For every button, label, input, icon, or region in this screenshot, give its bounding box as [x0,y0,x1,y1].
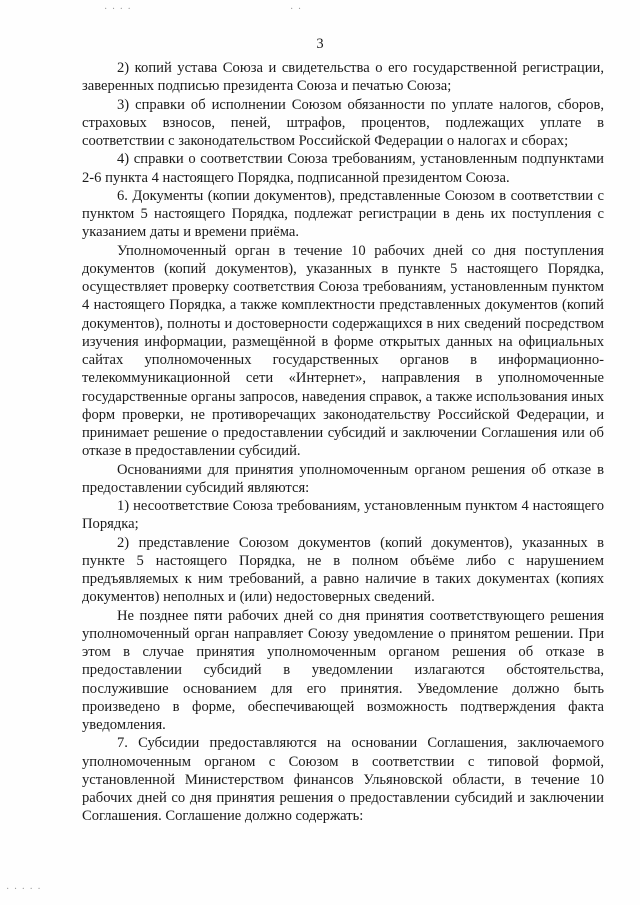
page-number: 3 [316,36,324,52]
scan-artifact: · · [290,4,303,15]
paragraph-item-4-compliance-certificate: 4) справки о соответствии Союза требованиям, установленным подпунктами 2-6 пункта 4 настоящего Порядка, подписанной президентом Союза. [82,151,604,186]
paragraph-verification: Уполномоченный орган в течение 10 рабочих дней со дня поступления документов (копий документов), указанных в пункте 5 настоящего Порядка, осуществляет проверку соответствия Союза требованиям, установленным пунктом 4 настоящего Порядка, а также комплектности представленных документов (копий документов), полноты и достоверности содержащихся в них сведений посредством изучения информации, размещённой в форме открытых данных на официальных сайтах уполномоченных государственных органов в информационно-телекоммуникационной сети «Интернет», направления в уполномоченные государственные органы запросов, наведения справок, а также использования иных форм проверки, не противоречащих законодательству Российской Федерации, и принимает решение о предоставлении субсидий и заключении Соглашения или об отказе в предоставлении субсидий. [82,242,604,460]
paragraph-refusal-grounds: Основаниями для принятия уполномоченным органом решения об отказе в предоставлении субсидий являются: [82,461,604,496]
paragraph-refusal-ground-2: 2) представление Союзом документов (копий документов), указанных в пункте 5 настоящего Порядка, не в полном объёме либо с нарушением предъявляемых к ним требований, а равно наличие в таких документах (копиях документов) неполных и (или) недостоверных сведений. [82,534,604,606]
scan-artifact: · · · · · [6,884,42,895]
paragraph-item-2-charter-copies: 2) копий устава Союза и свидетельства о его государственной регистрации, заверенных подписью президента Союза и печатью Союза; [82,60,604,95]
paragraph-item-3-tax-certificate: 3) справки об исполнении Союзом обязанности по уплате налогов, сборов, страховых взносов, пеней, штрафов, процентов, подлежащих уплате в соответствии с законодательством Российской Федерации о налогах и сборах; [82,96,604,149]
paragraph-clause-7-agreement: 7. Субсидии предоставляются на основании Соглашения, заключаемого уполномоченным органом с Союзом в соответствии с типовой формой, установленной Министерством финансов Ульяновской области, в течение 10 рабочих дней со дня принятия решения о предоставлении субсидий и заключении Соглашения. Соглашение должно содержать: [82,735,604,825]
paragraph-clause-6-registration: 6. Документы (копии документов), представленные Союзом в соответствии с пунктом 5 настоящего Порядка, подлежат регистрации в день их поступления с указанием даты и времени приёма. [82,187,604,241]
paragraph-notification: Не позднее пяти рабочих дней со дня принятия соответствующего решения уполномоченный орган направляет Союзу уведомление о принятом решении. При этом в случае принятия уполномоченным органом решения об отказе в предоставлении субсидий в уведомлении излагаются обстоятельства, послужившие основанием для его принятия. Уведомление должно быть произведено в форме, обеспечивающей возможность подтверждения факта уведомления. [82,607,604,733]
document-body [82,59,604,826]
paragraph-refusal-ground-1: 1) несоответствие Союза требованиям, установленным пунктом 4 настоящего Порядка; [82,498,604,533]
scan-artifact: · · · · [104,4,132,15]
